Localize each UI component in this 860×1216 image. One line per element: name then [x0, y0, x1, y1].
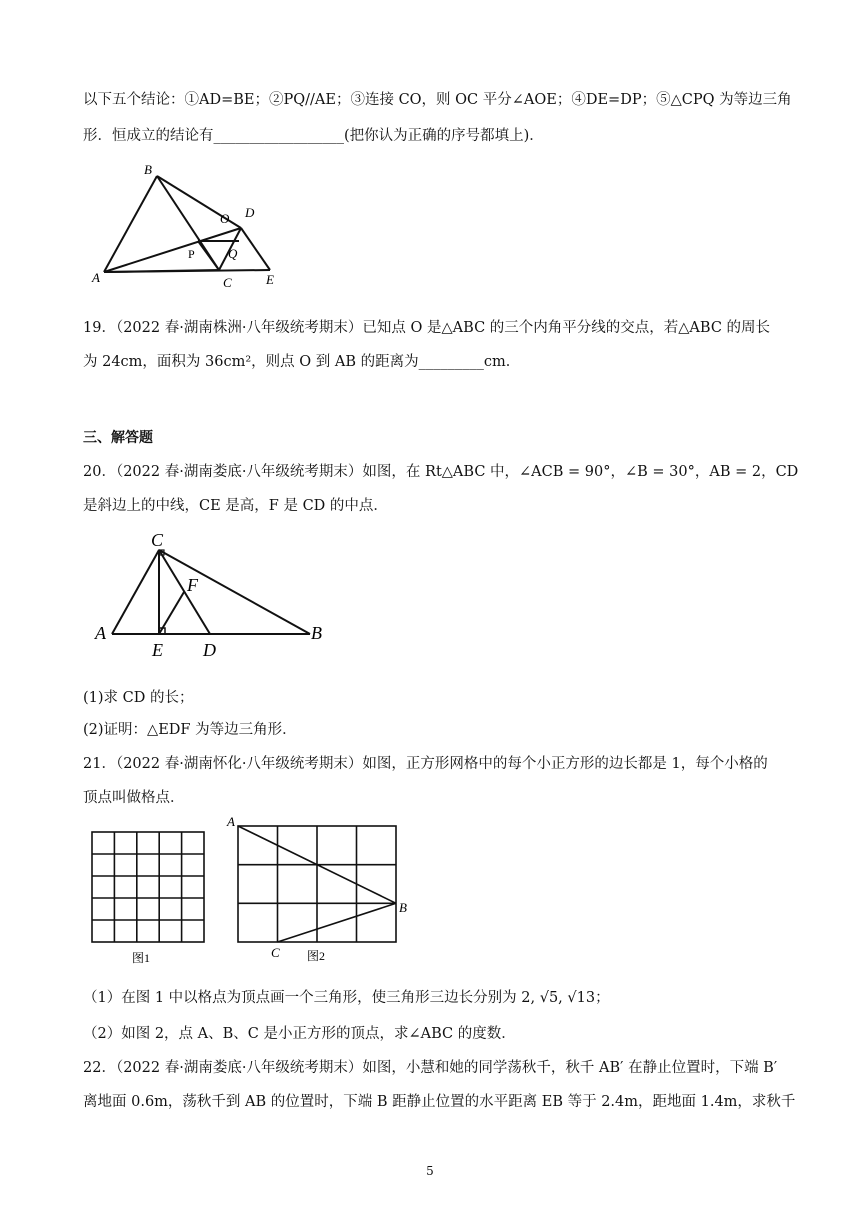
q21-part1: （1）在图 1 中以格点为顶点画一个三角形，使三角形三边长分别为 2, √5, √13；	[83, 990, 610, 1006]
q19-text-line1: 19．（2022 春·湖南株洲·八年级统考期末）已知点 O 是△ABC 的三个内角平分线的交点，若△ABC 的周长	[83, 320, 771, 336]
q21-label-B: B	[399, 900, 407, 915]
q21-text-line1: 21．（2022 春·湖南怀化·八年级统考期末）如图，正方形网格中的每个小正方形的边长都是 1，每个小格的	[83, 756, 768, 772]
q18-label-B: B	[144, 162, 152, 177]
section-heading: 三、解答题	[83, 430, 153, 446]
q20-text-line2: 是斜边上的中线，CE 是高，F 是 CD 的中点．	[83, 498, 388, 514]
q20-part1: (1)求 CD 的长；	[83, 690, 194, 706]
q18-figure	[85, 160, 315, 295]
q20-label-A: A	[95, 623, 106, 643]
q20-label-D: D	[203, 640, 216, 659]
q21-figure2-grid	[222, 812, 412, 972]
q20-label-F: F	[187, 575, 198, 595]
q22-text-line1: 22．（2022 春·湖南娄底·八年级统考期末）如图，小慧和她的同学荡秋千，秋千 AB′ 在静止位置时，下端 B′	[83, 1060, 778, 1076]
q20-label-C: C	[151, 530, 164, 550]
q20-text-line1: 20．（2022 春·湖南娄底·八年级统考期末）如图，在 Rt△ABC 中，∠ACB = 90°，∠B = 30°，AB = 2，CD	[83, 464, 799, 480]
q19-text-line2: 为 24cm，面积为 36cm²，则点 O 到 AB 的距离为_________cm．	[83, 354, 521, 370]
q22-text-line2: 离地面 0.6m，荡秋千到 AB 的位置时，下端 B 距静止位置的水平距离 EB 等于 2.4m，距地面 1.4m，求秋千	[83, 1094, 796, 1110]
q21-fig1-caption: 图1	[132, 951, 151, 965]
q21-figure1-grid	[88, 826, 208, 972]
q18-text-line2: 形．恒成立的结论有__________________(把你认为正确的序号都填上)．	[83, 128, 544, 144]
q18-label-Q: Q	[228, 246, 238, 261]
q18-label-P: P	[188, 247, 195, 261]
q21-fig2-caption: 图2	[307, 949, 326, 963]
q18-label-O: O	[220, 211, 230, 226]
q18-label-A: A	[92, 270, 100, 285]
q20-figure	[88, 524, 333, 659]
q20-label-E: E	[152, 640, 163, 659]
q20-label-B: B	[311, 623, 322, 643]
q18-label-E: E	[266, 272, 274, 287]
q18-label-D: D	[245, 205, 255, 220]
q18-text-line1: 以下五个结论：①AD=BE；②PQ//AE；③连接 CO，则 OC 平分∠AOE；④DE=DP；⑤△CPQ 为等边三角	[83, 92, 792, 108]
q20-part2: (2)证明：△EDF 为等边三角形．	[83, 722, 297, 738]
page-number: 5	[426, 1164, 434, 1178]
q21-part2: （2）如图 2，点 A、B、C 是小正方形的顶点，求∠ABC 的度数．	[83, 1026, 516, 1042]
q18-label-C: C	[223, 275, 232, 290]
q21-text-line2: 顶点叫做格点．	[83, 790, 185, 806]
q21-label-A: A	[227, 814, 235, 829]
q21-label-C: C	[271, 945, 280, 960]
